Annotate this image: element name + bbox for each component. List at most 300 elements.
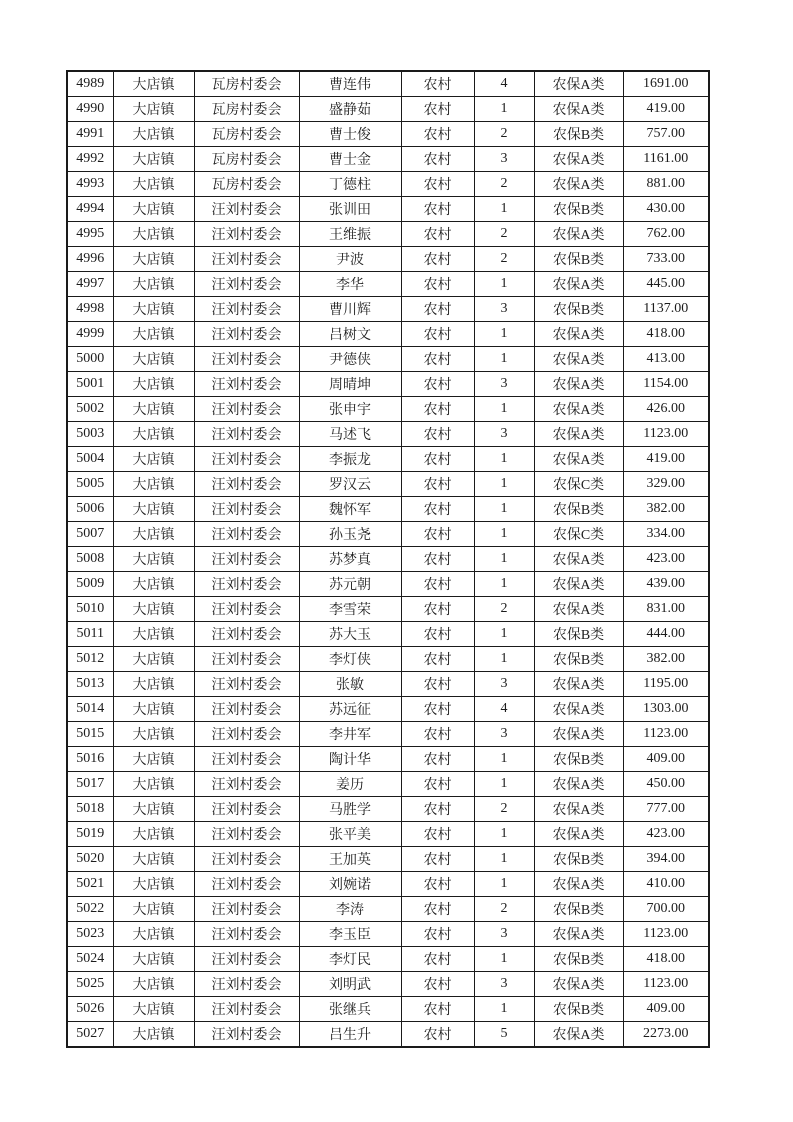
cell-id: 4999 (67, 322, 113, 347)
cell-amount: 439.00 (623, 572, 709, 597)
cell-insurance-category: 农保B类 (534, 997, 623, 1022)
cell-town: 大店镇 (113, 322, 194, 347)
cell-person-name: 张申宇 (299, 397, 401, 422)
table-row (67, 672, 709, 697)
cell-person-count: 1 (474, 772, 534, 797)
cell-household-type: 农村 (401, 197, 474, 222)
cell-person-name: 姜历 (299, 772, 401, 797)
cell-amount: 329.00 (623, 472, 709, 497)
cell-town: 大店镇 (113, 71, 194, 97)
table-row (67, 822, 709, 847)
cell-person-name: 吕树文 (299, 322, 401, 347)
cell-person-count: 1 (474, 197, 534, 222)
cell-household-type: 农村 (401, 297, 474, 322)
cell-person-count: 1 (474, 547, 534, 572)
cell-insurance-category: 农保A类 (534, 597, 623, 622)
cell-person-count: 1 (474, 997, 534, 1022)
cell-household-type: 农村 (401, 122, 474, 147)
cell-household-type: 农村 (401, 397, 474, 422)
cell-village-committee: 汪刘村委会 (194, 272, 299, 297)
cell-amount: 831.00 (623, 597, 709, 622)
cell-person-name: 曹川辉 (299, 297, 401, 322)
cell-person-count: 1 (474, 747, 534, 772)
cell-insurance-category: 农保A类 (534, 372, 623, 397)
cell-town: 大店镇 (113, 897, 194, 922)
cell-person-name: 苏远征 (299, 697, 401, 722)
cell-id: 5007 (67, 522, 113, 547)
cell-person-name: 李振龙 (299, 447, 401, 472)
cell-town: 大店镇 (113, 197, 194, 222)
cell-village-committee: 汪刘村委会 (194, 297, 299, 322)
table-row (67, 272, 709, 297)
cell-person-name: 罗汉云 (299, 472, 401, 497)
table-row (67, 147, 709, 172)
cell-person-name: 张训田 (299, 197, 401, 222)
cell-village-committee: 汪刘村委会 (194, 322, 299, 347)
cell-insurance-category: 农保B类 (534, 847, 623, 872)
cell-town: 大店镇 (113, 372, 194, 397)
cell-id: 5003 (67, 422, 113, 447)
cell-amount: 410.00 (623, 872, 709, 897)
table-row (67, 472, 709, 497)
cell-village-committee: 汪刘村委会 (194, 672, 299, 697)
document-page (66, 70, 710, 1048)
cell-village-committee: 瓦房村委会 (194, 122, 299, 147)
table-row (67, 222, 709, 247)
cell-insurance-category: 农保B类 (534, 197, 623, 222)
cell-amount: 700.00 (623, 897, 709, 922)
cell-village-committee: 瓦房村委会 (194, 147, 299, 172)
cell-person-name: 尹德侠 (299, 347, 401, 372)
cell-town: 大店镇 (113, 547, 194, 572)
cell-insurance-category: 农保A类 (534, 697, 623, 722)
cell-person-name: 李灯民 (299, 947, 401, 972)
table-row (67, 447, 709, 472)
cell-person-count: 1 (474, 347, 534, 372)
cell-person-count: 3 (474, 422, 534, 447)
cell-person-name: 马述飞 (299, 422, 401, 447)
cell-insurance-category: 农保C类 (534, 472, 623, 497)
cell-person-count: 2 (474, 247, 534, 272)
cell-insurance-category: 农保C类 (534, 522, 623, 547)
cell-household-type: 农村 (401, 697, 474, 722)
cell-village-committee: 汪刘村委会 (194, 347, 299, 372)
cell-town: 大店镇 (113, 922, 194, 947)
cell-household-type: 农村 (401, 647, 474, 672)
cell-village-committee: 汪刘村委会 (194, 847, 299, 872)
cell-insurance-category: 农保A类 (534, 797, 623, 822)
cell-person-count: 3 (474, 147, 534, 172)
cell-insurance-category: 农保A类 (534, 572, 623, 597)
cell-insurance-category: 农保B类 (534, 747, 623, 772)
cell-amount: 777.00 (623, 797, 709, 822)
cell-amount: 1137.00 (623, 297, 709, 322)
cell-person-count: 1 (474, 822, 534, 847)
cell-id: 5023 (67, 922, 113, 947)
cell-person-count: 2 (474, 222, 534, 247)
cell-amount: 394.00 (623, 847, 709, 872)
cell-id: 5026 (67, 997, 113, 1022)
table-row (67, 422, 709, 447)
cell-person-count: 1 (474, 397, 534, 422)
cell-insurance-category: 农保A类 (534, 222, 623, 247)
cell-person-count: 2 (474, 597, 534, 622)
cell-town: 大店镇 (113, 1022, 194, 1048)
table-row (67, 1022, 709, 1048)
cell-amount: 382.00 (623, 497, 709, 522)
cell-person-count: 3 (474, 972, 534, 997)
cell-village-committee: 汪刘村委会 (194, 447, 299, 472)
table-row (67, 372, 709, 397)
cell-insurance-category: 农保B类 (534, 647, 623, 672)
table-row (67, 97, 709, 122)
cell-id: 5017 (67, 772, 113, 797)
cell-person-count: 4 (474, 697, 534, 722)
cell-household-type: 农村 (401, 1022, 474, 1048)
cell-town: 大店镇 (113, 522, 194, 547)
cell-id: 4995 (67, 222, 113, 247)
cell-household-type: 农村 (401, 747, 474, 772)
cell-town: 大店镇 (113, 872, 194, 897)
cell-household-type: 农村 (401, 847, 474, 872)
cell-insurance-category: 农保B类 (534, 247, 623, 272)
cell-insurance-category: 农保A类 (534, 922, 623, 947)
cell-person-count: 1 (474, 572, 534, 597)
cell-amount: 1123.00 (623, 922, 709, 947)
cell-amount: 419.00 (623, 447, 709, 472)
table-row (67, 172, 709, 197)
cell-amount: 733.00 (623, 247, 709, 272)
cell-person-count: 5 (474, 1022, 534, 1048)
table-row (67, 247, 709, 272)
cell-amount: 1161.00 (623, 147, 709, 172)
cell-person-name: 曹连伟 (299, 71, 401, 97)
cell-person-name: 盛静茹 (299, 97, 401, 122)
table-row (67, 972, 709, 997)
cell-village-committee: 汪刘村委会 (194, 497, 299, 522)
cell-person-name: 苏梦真 (299, 547, 401, 572)
cell-insurance-category: 农保A类 (534, 422, 623, 447)
cell-amount: 409.00 (623, 747, 709, 772)
table-row (67, 797, 709, 822)
cell-person-count: 1 (474, 97, 534, 122)
cell-household-type: 农村 (401, 972, 474, 997)
cell-town: 大店镇 (113, 497, 194, 522)
cell-household-type: 农村 (401, 772, 474, 797)
cell-id: 4993 (67, 172, 113, 197)
cell-town: 大店镇 (113, 447, 194, 472)
cell-person-name: 李雪荣 (299, 597, 401, 622)
cell-village-committee: 汪刘村委会 (194, 597, 299, 622)
cell-household-type: 农村 (401, 472, 474, 497)
table-row (67, 697, 709, 722)
cell-household-type: 农村 (401, 897, 474, 922)
cell-id: 5005 (67, 472, 113, 497)
cell-person-name: 苏元朝 (299, 572, 401, 597)
cell-amount: 2273.00 (623, 1022, 709, 1048)
cell-id: 5027 (67, 1022, 113, 1048)
cell-insurance-category: 农保B类 (534, 897, 623, 922)
cell-person-name: 李华 (299, 272, 401, 297)
cell-town: 大店镇 (113, 297, 194, 322)
cell-amount: 382.00 (623, 647, 709, 672)
cell-town: 大店镇 (113, 772, 194, 797)
cell-village-committee: 汪刘村委会 (194, 722, 299, 747)
cell-amount: 1154.00 (623, 372, 709, 397)
cell-person-count: 3 (474, 297, 534, 322)
cell-village-committee: 汪刘村委会 (194, 397, 299, 422)
cell-household-type: 农村 (401, 97, 474, 122)
cell-town: 大店镇 (113, 797, 194, 822)
cell-household-type: 农村 (401, 322, 474, 347)
cell-person-name: 刘婉诺 (299, 872, 401, 897)
cell-insurance-category: 农保A类 (534, 672, 623, 697)
cell-village-committee: 汪刘村委会 (194, 572, 299, 597)
cell-town: 大店镇 (113, 972, 194, 997)
cell-id: 5009 (67, 572, 113, 597)
table-row (67, 122, 709, 147)
cell-id: 5021 (67, 872, 113, 897)
cell-insurance-category: 农保A类 (534, 972, 623, 997)
table-row (67, 622, 709, 647)
cell-village-committee: 汪刘村委会 (194, 222, 299, 247)
cell-amount: 445.00 (623, 272, 709, 297)
cell-town: 大店镇 (113, 622, 194, 647)
cell-person-name: 曹士金 (299, 147, 401, 172)
cell-village-committee: 汪刘村委会 (194, 422, 299, 447)
cell-person-name: 魏怀军 (299, 497, 401, 522)
cell-village-committee: 汪刘村委会 (194, 1022, 299, 1048)
cell-town: 大店镇 (113, 847, 194, 872)
cell-person-name: 尹波 (299, 247, 401, 272)
cell-household-type: 农村 (401, 547, 474, 572)
cell-id: 5020 (67, 847, 113, 872)
cell-town: 大店镇 (113, 572, 194, 597)
cell-insurance-category: 农保A类 (534, 447, 623, 472)
cell-person-name: 孙玉尧 (299, 522, 401, 547)
cell-amount: 1123.00 (623, 972, 709, 997)
cell-amount: 762.00 (623, 222, 709, 247)
cell-insurance-category: 农保A类 (534, 172, 623, 197)
cell-amount: 757.00 (623, 122, 709, 147)
cell-town: 大店镇 (113, 822, 194, 847)
cell-amount: 881.00 (623, 172, 709, 197)
cell-id: 5015 (67, 722, 113, 747)
cell-household-type: 农村 (401, 422, 474, 447)
table-row (67, 322, 709, 347)
cell-household-type: 农村 (401, 272, 474, 297)
cell-household-type: 农村 (401, 347, 474, 372)
cell-village-committee: 汪刘村委会 (194, 197, 299, 222)
cell-village-committee: 汪刘村委会 (194, 697, 299, 722)
cell-person-name: 周晴坤 (299, 372, 401, 397)
table-row (67, 347, 709, 372)
table-row (67, 872, 709, 897)
table-row (67, 647, 709, 672)
table-row (67, 897, 709, 922)
cell-village-committee: 汪刘村委会 (194, 522, 299, 547)
cell-id: 5013 (67, 672, 113, 697)
cell-household-type: 农村 (401, 247, 474, 272)
cell-household-type: 农村 (401, 572, 474, 597)
cell-person-name: 李涛 (299, 897, 401, 922)
cell-insurance-category: 农保A类 (534, 1022, 623, 1048)
cell-person-name: 王维振 (299, 222, 401, 247)
cell-amount: 426.00 (623, 397, 709, 422)
cell-amount: 1195.00 (623, 672, 709, 697)
cell-person-name: 张敏 (299, 672, 401, 697)
table-row (67, 297, 709, 322)
table-body (67, 71, 709, 1047)
cell-id: 4994 (67, 197, 113, 222)
cell-town: 大店镇 (113, 422, 194, 447)
cell-person-name: 张继兵 (299, 997, 401, 1022)
cell-person-name: 曹士俊 (299, 122, 401, 147)
cell-person-count: 2 (474, 797, 534, 822)
cell-person-count: 1 (474, 947, 534, 972)
cell-household-type: 农村 (401, 997, 474, 1022)
cell-person-name: 吕生升 (299, 1022, 401, 1048)
cell-person-name: 李灯侠 (299, 647, 401, 672)
cell-person-name: 李玉臣 (299, 922, 401, 947)
cell-person-count: 3 (474, 922, 534, 947)
cell-person-count: 1 (474, 622, 534, 647)
cell-person-count: 1 (474, 447, 534, 472)
cell-id: 4998 (67, 297, 113, 322)
cell-amount: 418.00 (623, 947, 709, 972)
cell-person-count: 1 (474, 472, 534, 497)
cell-household-type: 农村 (401, 797, 474, 822)
table-row (67, 572, 709, 597)
cell-village-committee: 汪刘村委会 (194, 822, 299, 847)
table-row (67, 997, 709, 1022)
cell-person-count: 2 (474, 897, 534, 922)
cell-id: 4990 (67, 97, 113, 122)
cell-person-name: 苏大玉 (299, 622, 401, 647)
cell-person-name: 陶计华 (299, 747, 401, 772)
cell-village-committee: 汪刘村委会 (194, 372, 299, 397)
cell-id: 5006 (67, 497, 113, 522)
cell-insurance-category: 农保A类 (534, 147, 623, 172)
cell-amount: 1303.00 (623, 697, 709, 722)
cell-id: 4997 (67, 272, 113, 297)
cell-person-count: 4 (474, 71, 534, 97)
cell-amount: 418.00 (623, 322, 709, 347)
cell-insurance-category: 农保A类 (534, 97, 623, 122)
table-row (67, 922, 709, 947)
cell-insurance-category: 农保A类 (534, 397, 623, 422)
table-row (67, 722, 709, 747)
cell-insurance-category: 农保B类 (534, 947, 623, 972)
cell-person-count: 1 (474, 272, 534, 297)
cell-id: 5024 (67, 947, 113, 972)
cell-household-type: 农村 (401, 722, 474, 747)
cell-insurance-category: 农保B类 (534, 122, 623, 147)
cell-id: 5008 (67, 547, 113, 572)
cell-village-committee: 汪刘村委会 (194, 797, 299, 822)
cell-household-type: 农村 (401, 372, 474, 397)
cell-id: 5002 (67, 397, 113, 422)
cell-person-count: 3 (474, 722, 534, 747)
cell-village-committee: 瓦房村委会 (194, 71, 299, 97)
cell-id: 5012 (67, 647, 113, 672)
cell-town: 大店镇 (113, 947, 194, 972)
cell-village-committee: 瓦房村委会 (194, 172, 299, 197)
cell-town: 大店镇 (113, 747, 194, 772)
cell-id: 5010 (67, 597, 113, 622)
table-row (67, 847, 709, 872)
cell-village-committee: 汪刘村委会 (194, 247, 299, 272)
cell-person-count: 1 (474, 847, 534, 872)
cell-household-type: 农村 (401, 222, 474, 247)
cell-household-type: 农村 (401, 872, 474, 897)
cell-amount: 1123.00 (623, 422, 709, 447)
cell-id: 5001 (67, 372, 113, 397)
pension-table (66, 70, 710, 1048)
cell-village-committee: 汪刘村委会 (194, 997, 299, 1022)
cell-person-name: 刘明武 (299, 972, 401, 997)
cell-person-name: 张平美 (299, 822, 401, 847)
cell-town: 大店镇 (113, 247, 194, 272)
cell-id: 5025 (67, 972, 113, 997)
cell-person-name: 王加英 (299, 847, 401, 872)
cell-amount: 430.00 (623, 197, 709, 222)
cell-household-type: 农村 (401, 447, 474, 472)
cell-person-count: 2 (474, 172, 534, 197)
cell-town: 大店镇 (113, 697, 194, 722)
cell-town: 大店镇 (113, 147, 194, 172)
cell-id: 5014 (67, 697, 113, 722)
cell-insurance-category: 农保B类 (534, 622, 623, 647)
cell-village-committee: 瓦房村委会 (194, 97, 299, 122)
cell-village-committee: 汪刘村委会 (194, 772, 299, 797)
table-row (67, 747, 709, 772)
cell-insurance-category: 农保A类 (534, 872, 623, 897)
cell-town: 大店镇 (113, 397, 194, 422)
table-row (67, 947, 709, 972)
cell-amount: 1123.00 (623, 722, 709, 747)
cell-amount: 444.00 (623, 622, 709, 647)
table-row (67, 497, 709, 522)
cell-town: 大店镇 (113, 597, 194, 622)
cell-person-count: 2 (474, 122, 534, 147)
cell-insurance-category: 农保A类 (534, 71, 623, 97)
cell-village-committee: 汪刘村委会 (194, 747, 299, 772)
cell-amount: 423.00 (623, 547, 709, 572)
cell-person-count: 3 (474, 372, 534, 397)
cell-person-count: 3 (474, 672, 534, 697)
table-row (67, 397, 709, 422)
cell-village-committee: 汪刘村委会 (194, 947, 299, 972)
cell-household-type: 农村 (401, 522, 474, 547)
cell-town: 大店镇 (113, 172, 194, 197)
cell-town: 大店镇 (113, 347, 194, 372)
cell-insurance-category: 农保A类 (534, 822, 623, 847)
cell-insurance-category: 农保A类 (534, 722, 623, 747)
cell-insurance-category: 农保A类 (534, 547, 623, 572)
cell-id: 5019 (67, 822, 113, 847)
cell-household-type: 农村 (401, 597, 474, 622)
cell-id: 4992 (67, 147, 113, 172)
cell-person-count: 1 (474, 647, 534, 672)
cell-id: 5016 (67, 747, 113, 772)
cell-village-committee: 汪刘村委会 (194, 922, 299, 947)
cell-insurance-category: 农保A类 (534, 772, 623, 797)
cell-person-count: 1 (474, 322, 534, 347)
cell-amount: 450.00 (623, 772, 709, 797)
cell-town: 大店镇 (113, 647, 194, 672)
cell-id: 4989 (67, 71, 113, 97)
